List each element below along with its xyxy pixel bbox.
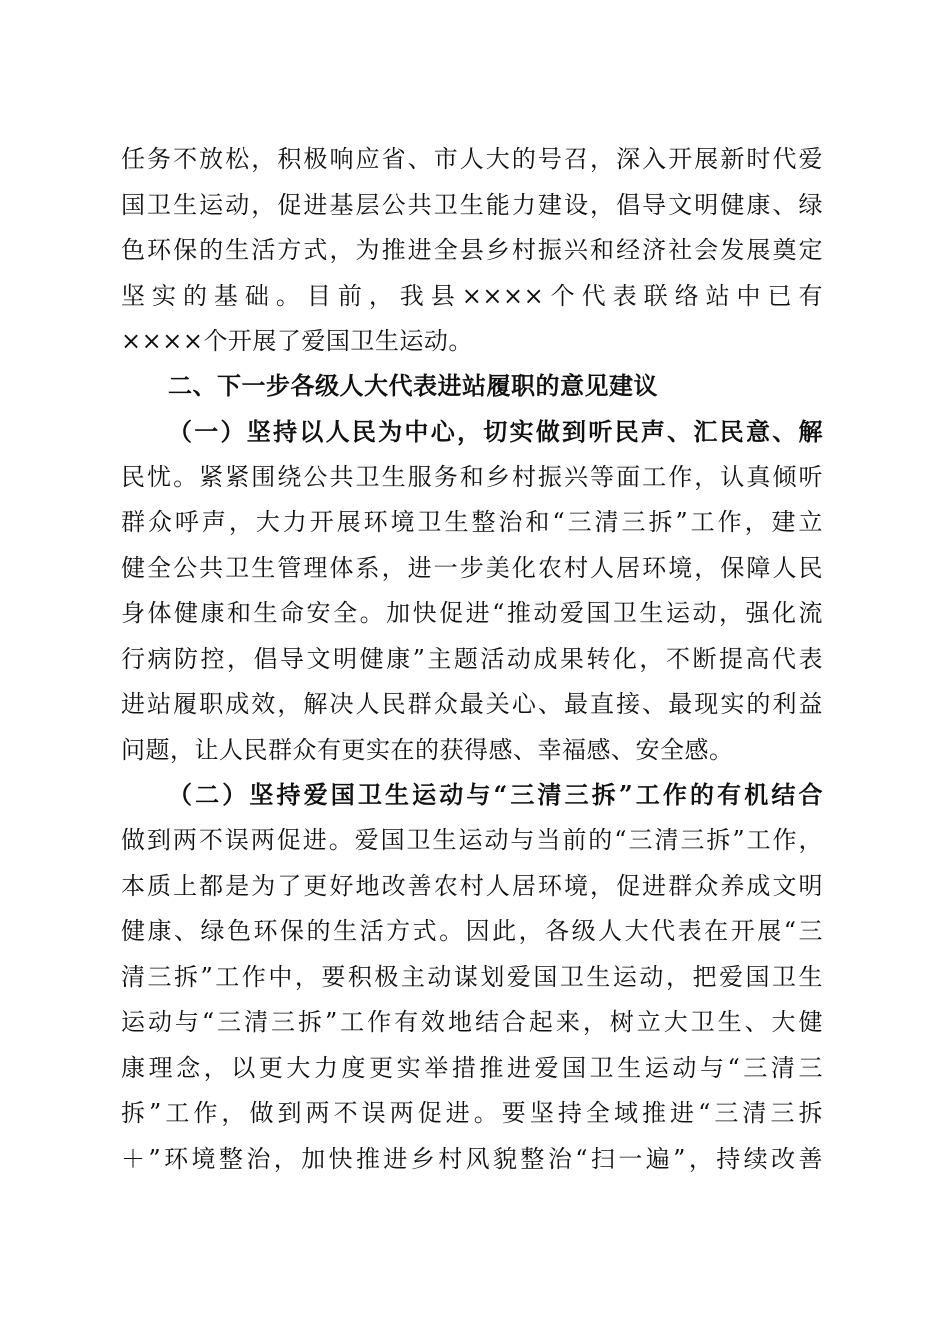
- paragraph-line: 身体健康和生命安全。加快促进“推动爱国卫生运动，强化流: [121, 599, 823, 627]
- paragraph-line: 健康、绿色环保的生活方式。因此，各级人大代表在开展“三: [121, 917, 823, 945]
- paragraph-line: 坚实的基础。目前，我县××××个代表联络站中已有: [121, 282, 823, 310]
- paragraph-line: ＋”环境整治，加快推进乡村风貌整治“扫一遍”，持续改善: [121, 1145, 823, 1173]
- section-heading: 二、下一步各级人大代表进站履职的意见建议: [168, 372, 658, 400]
- paragraph-line: ××××个开展了爱国卫生运动。: [121, 327, 473, 355]
- paragraph-line: 运动与“三清三拆”工作有效地结合起来，树立大卫生、大健: [121, 1008, 823, 1036]
- paragraph-line: 国卫生运动，促进基层公共卫生能力建设，倡导文明健康、绿: [121, 191, 823, 219]
- subsection-heading: （一）坚持以人民为中心，切实做到听民声、汇民意、解: [168, 417, 823, 446]
- paragraph-line: 康理念，以更大力度更实举措推进爱国卫生运动与“三清三: [121, 1054, 823, 1082]
- paragraph-line: 民忧。紧紧围绕公共卫生服务和乡村振兴等面工作，认真倾听: [121, 463, 823, 491]
- paragraph-line: 任务不放松，积极响应省、市人大的号召，深入开展新时代爱: [121, 145, 823, 173]
- paragraph-line: 行病防控，倡导文明健康”主题活动成果转化，不断提高代表: [121, 645, 823, 673]
- paragraph-line: 清三拆”工作中，要积极主动谋划爱国卫生运动，把爱国卫生: [121, 963, 823, 991]
- paragraph-line: 拆”工作，做到两不误两促进。要坚持全域推进“三清三拆: [121, 1099, 823, 1127]
- paragraph-line: 本质上都是为了更好地改善农村人居环境，促进群众养成文明: [121, 872, 823, 900]
- paragraph-line: 做到两不误两促进。爱国卫生运动与当前的“三清三拆”工作，: [121, 826, 823, 854]
- paragraph-line: 色环保的生活方式，为推进全县乡村振兴和经济社会发展奠定: [121, 236, 823, 264]
- paragraph-line: 进站履职成效，解决人民群众最关心、最直接、最现实的利益: [121, 690, 823, 718]
- paragraph-line: 问题，让人民群众有更实在的获得感、幸福感、安全感。: [121, 736, 734, 764]
- paragraph-line: 群众呼声，大力开展环境卫生整治和“三清三拆”工作，建立: [121, 508, 823, 536]
- subsection-heading: （二）坚持爱国卫生运动与“三清三拆”工作的有机结合: [168, 780, 823, 809]
- paragraph-line: 健全公共卫生管理体系，进一步美化农村人居环境，保障人民: [121, 554, 823, 582]
